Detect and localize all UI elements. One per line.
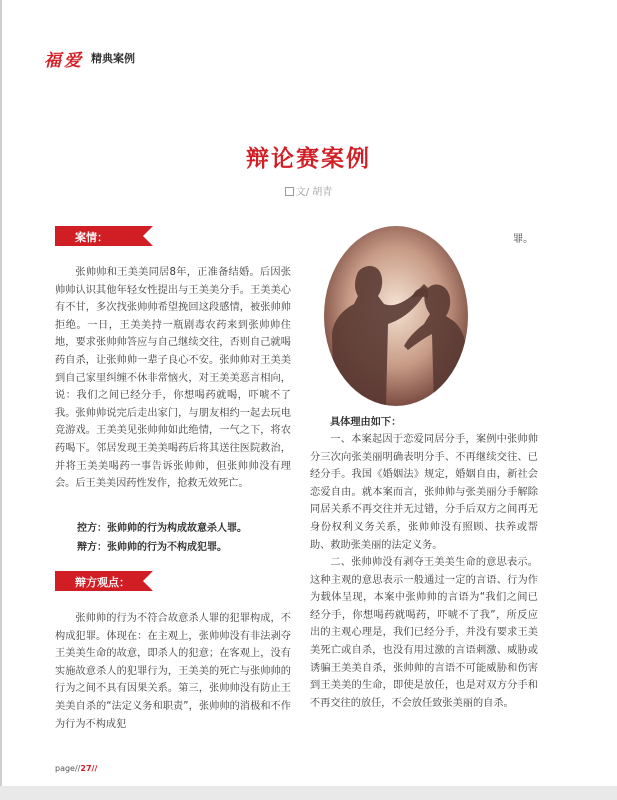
arguing-couple-photo — [324, 226, 468, 406]
reasons-heading: 具体理由如下： — [330, 417, 402, 428]
prosecution-position: 控方：张帅帅的行为构成故意杀人罪。 — [77, 523, 247, 534]
defense-position: 辩方：张帅帅的行为不构成犯罪。 — [77, 542, 227, 553]
defense-heading: 辩方观点： — [75, 576, 130, 589]
case-heading-banner — [55, 226, 153, 246]
article-author — [0, 183, 617, 198]
page-bottom-strip — [0, 786, 617, 800]
article-title: 辩论赛案例 — [246, 146, 371, 172]
page-prefix: page// — [55, 764, 81, 773]
page-suffix: // — [91, 764, 98, 773]
reason-point-1: 一、本案起因于恋爱同居分手，案例中张帅帅分三次向张美丽明确表明分手、不再继续交往、已经分手。我国《婚姻法》规定，婚姻自由，新社会恋爱自由。就本案而言，张帅帅与张美丽分手解除同居关系不再交往并无过错，分手后双方之间再无身份权利义务关系，张帅帅没有照顾、扶养或帮助、救助张美丽的法定义务。 — [310, 434, 538, 551]
defense-heading-banner — [55, 571, 153, 591]
case-heading: 案情： — [75, 231, 108, 244]
defense-paragraph: 张帅帅的行为不符合故意杀人罪的犯罪构成，不构成犯罪。体现在：在主观上，张帅帅没有非法剥夺王美美生命的故意，即杀人的犯意；在客观上，没有实施故意杀人的犯罪行为，王美美的死亡与张帅帅的行为之间不具有因果关系。第三，张帅帅没有防止王美美自杀的“法定义务和职责”，张帅帅的消极和不作为行为不构成犯 — [55, 613, 291, 730]
page-left-border — [0, 0, 2, 800]
reason-point-2: 二、张帅帅没有剥夺王美美生命的意思表示。这种主观的意思表示一般通过一定的言语、行为作为载体呈现，本案中张帅帅的言语为“我们之间已经分手，你想喝药就喝药，吓唬不了我”，所反应出的主观心理是，我们已经分手，并没有要求王美美死亡或自杀，也没有用过激的言语刺激、威胁或诱骗王美美自杀，张帅帅的言语不可能威胁和伤害到王美美的生命，即使是放任，也是对双方分手和不再交往的放任，不会放任致张美丽的自杀。 — [310, 557, 538, 709]
defense-paragraph-continuation: 罪。 — [513, 234, 534, 245]
author-text: 文/ 胡青 — [295, 187, 333, 198]
magazine-logo: 福爱 — [44, 51, 84, 71]
section-label: 精典案例 — [91, 52, 135, 65]
byline-box-icon — [285, 187, 294, 196]
case-paragraph: 张帅帅和王美美同居8年，正准备结婚。后因张帅帅认识其他年轻女性提出与王美美分手。王美美心有不甘，多次找张帅帅希望挽回这段感情，被张帅帅拒绝。一日，王美美持一瓶剧毒农药来到张帅帅住地，要求张帅帅答应与自己继续交往，否则自己就喝药自杀，让张帅帅一辈子良心不安。张帅帅对王美美到自己家里纠缠不休非常恼火，对王美美恶言相向，说：我们之间已经分手，你想喝药就喝，吓唬不了我。张帅帅说完后走出家门，与朋友相约一起去玩电竞游戏。王美美见张帅帅如此绝情，一气之下，将农药喝下。邻居发现王美美喝药后将其送往医院救治，并将王美美喝药一事告诉张帅帅，但张帅帅没有理会。后王美美因药性发作，抢救无效死亡。 — [55, 267, 291, 490]
couple-silhouette-icon — [324, 226, 468, 406]
page-footer — [55, 764, 97, 773]
page-number: 27 — [80, 764, 92, 773]
